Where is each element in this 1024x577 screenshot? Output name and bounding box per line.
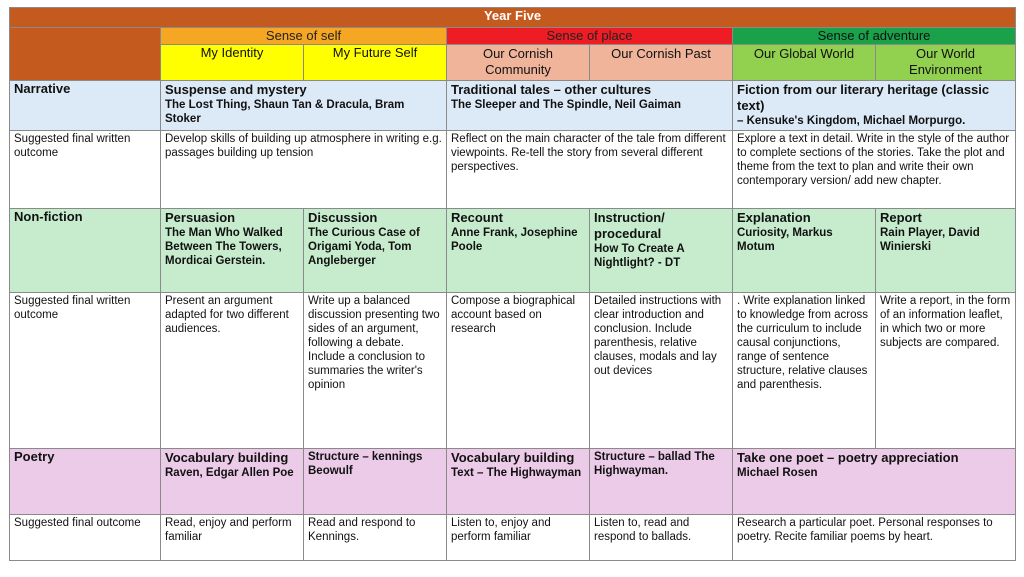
subtheme-our-global-world: Our Global World xyxy=(733,45,876,81)
text-title: Raven, Edgar Allen Poe xyxy=(165,467,294,479)
row-label-non-fiction: Non-fiction xyxy=(10,209,161,293)
nonfiction-outcome-report: Write a report, in the form of an information leaflet, in which two or more subjects are compared. xyxy=(876,293,1016,449)
poetry-cell-vocabulary-1 xyxy=(161,449,304,515)
subtheme-my-identity: My Identity xyxy=(161,45,304,81)
nonfiction-cell-instruction xyxy=(590,209,733,293)
genre-title: Vocabulary building xyxy=(165,450,289,465)
narrative-self-cell xyxy=(161,81,447,131)
subtheme-our-world-environment: Our World Environment xyxy=(876,45,1016,81)
genre-title: Vocabulary building xyxy=(451,450,575,465)
genre-title: Fiction from our literary heritage (classic text) xyxy=(737,82,990,113)
text-title: Structure – ballad The Highwayman. xyxy=(594,451,715,477)
poetry-outcome-kennings: Read and respond to Kennings. xyxy=(304,515,447,561)
genre-title: Discussion xyxy=(308,210,378,225)
text-title: Anne Frank, Josephine Poole xyxy=(451,227,578,253)
genre-title: Suspense and mystery xyxy=(165,82,307,97)
subtheme-our-cornish-past: Our Cornish Past xyxy=(590,45,733,81)
nonfiction-cell-explanation xyxy=(733,209,876,293)
text-title: The Sleeper and The Spindle, Neil Gaiman xyxy=(451,99,682,111)
year-five-curriculum-table xyxy=(9,7,1016,561)
text-title: How To Create A Nightlight? - DT xyxy=(594,243,685,269)
genre-title: Report xyxy=(880,210,922,225)
narrative-adventure-cell xyxy=(733,81,1016,131)
theme-sense-of-place: Sense of place xyxy=(447,28,733,45)
theme-sense-of-self: Sense of self xyxy=(161,28,447,45)
subtheme-my-future-self: My Future Self xyxy=(304,45,447,81)
nonfiction-outcome-persuasion: Present an argument adapted for two different audiences. xyxy=(161,293,304,449)
nonfiction-cell-report xyxy=(876,209,1016,293)
narrative-adventure-outcome: Explore a text in detail. Write in the style of the author to complete sections of the stories. Take the plot and theme from the text to plan and write their own contemporary version/ add new chapter. xyxy=(733,131,1016,209)
text-title: Rain Player, David Winierski xyxy=(880,227,980,253)
nonfiction-outcome-instruction: Detailed instructions with clear introduction and conclusion. Include parenthesis, relative clauses, modals and lay out devices xyxy=(590,293,733,449)
narrative-place-outcome: Reflect on the main character of the tale from different viewpoints. Re-tell the story from several different perspectives. xyxy=(447,131,733,209)
nonfiction-outcome-discussion: Write up a balanced discussion presenting two sides of an argument, following a debate. Include a conclusion to summaries the writer's opinion xyxy=(304,293,447,449)
genre-title: Persuasion xyxy=(165,210,236,225)
outcome-label-narrative: Suggested final written outcome xyxy=(10,131,161,209)
poetry-adventure-outcome: Research a particular poet. Personal responses to poetry. Recite familiar poems by heart. xyxy=(733,515,1016,561)
nonfiction-cell-discussion xyxy=(304,209,447,293)
outcome-label-poetry: Suggested final outcome xyxy=(10,515,161,561)
genre-title: Instruction/ procedural xyxy=(594,210,665,241)
table-title: Year Five xyxy=(10,8,1016,28)
genre-title: Explanation xyxy=(737,210,811,225)
row-label-poetry: Poetry xyxy=(10,449,161,515)
poetry-adventure-cell xyxy=(733,449,1016,515)
nonfiction-outcome-explanation: . Write explanation linked to knowledge from across the curriculum to include causal conjunctions, range of sentence structure, relative clauses and parenthesis. xyxy=(733,293,876,449)
corner-cell xyxy=(10,28,161,81)
genre-title: Traditional tales – other cultures xyxy=(451,82,652,97)
nonfiction-cell-recount xyxy=(447,209,590,293)
subtheme-our-cornish-community: Our Cornish Community xyxy=(447,45,590,81)
text-title: – Kensuke's Kingdom, Michael Morpurgo. xyxy=(737,115,966,127)
row-label-narrative: Narrative xyxy=(10,81,161,131)
text-title: The Lost Thing, Shaun Tan & Dracula, Bram Stoker xyxy=(165,99,405,125)
nonfiction-outcome-recount: Compose a biographical account based on research xyxy=(447,293,590,449)
text-title: Text – The Highwayman xyxy=(451,467,582,479)
poetry-outcome-vocabulary-2: Listen to, enjoy and perform familiar xyxy=(447,515,590,561)
nonfiction-cell-persuasion xyxy=(161,209,304,293)
genre-title: Take one poet – poetry appreciation xyxy=(737,450,959,465)
poetry-outcome-vocabulary-1: Read, enjoy and perform familiar xyxy=(161,515,304,561)
outcome-label-non-fiction: Suggested final written outcome xyxy=(10,293,161,449)
poetry-cell-kennings xyxy=(304,449,447,515)
text-title: Michael Rosen xyxy=(737,467,818,479)
poetry-cell-vocabulary-2 xyxy=(447,449,590,515)
text-title: The Curious Case of Origami Yoda, Tom Angleberger xyxy=(308,227,420,267)
poetry-cell-ballad xyxy=(590,449,733,515)
text-title: Curiosity, Markus Motum xyxy=(737,227,833,253)
narrative-place-cell xyxy=(447,81,733,131)
text-title: Structure – kennings Beowulf xyxy=(308,451,423,477)
theme-sense-of-adventure: Sense of adventure xyxy=(733,28,1016,45)
poetry-outcome-ballad: Listen to, read and respond to ballads. xyxy=(590,515,733,561)
text-title: The Man Who Walked Between The Towers, Mordicai Gerstein. xyxy=(165,227,283,267)
narrative-self-outcome: Develop skills of building up atmosphere in writing e.g. passages building up tension xyxy=(161,131,447,209)
genre-title: Recount xyxy=(451,210,503,225)
